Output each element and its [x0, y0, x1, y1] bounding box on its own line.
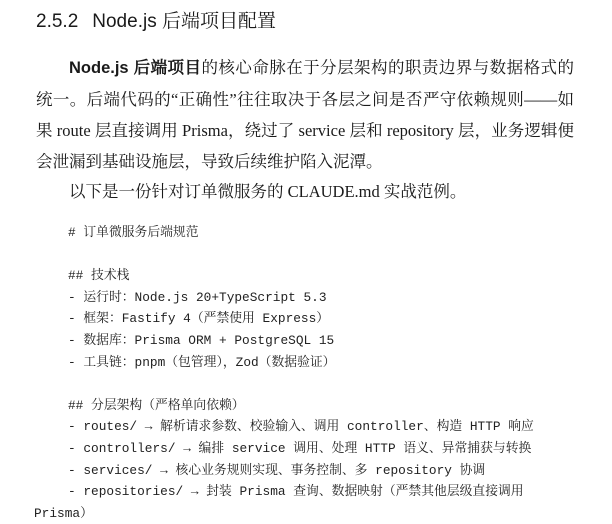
section-heading — [36, 8, 276, 36]
example-intro-paragraph: 以下是一份针对订单微服务的 CLAUDE.md 实战范例。 — [69, 182, 467, 201]
code-line: - services/ → 核心业务规则实现、事务控制、多 repository 协调 — [68, 462, 486, 478]
code-line: - 框架：Fastify 4（严禁使用 Express） — [68, 311, 330, 327]
code-line: ## 技术栈 — [68, 268, 130, 284]
code-line: - 数据库：Prisma ORM + PostgreSQL 15 — [68, 332, 335, 348]
code-line — [34, 373, 574, 395]
code-line: - controllers/ → 编排 service 调用、处理 HTTP 语义、异常捕获与转换 — [68, 440, 532, 456]
intro-bold-term: Node.js 后端项目 — [69, 59, 202, 77]
code-block — [34, 222, 574, 524]
code-line: - routes/ → 解析请求参数、校验输入、调用 controller、构造 HTTP 响应 — [68, 419, 534, 435]
code-line: ## 分层架构（严格单向依赖） — [68, 397, 245, 413]
code-line: Prisma） — [34, 505, 93, 521]
code-line — [34, 244, 574, 266]
intro-paragraph — [36, 52, 574, 177]
intro-text: 的核心命脉在于分层架构的职责边界与数据格式的统一。后端代码的“正确性”往往取决于各层之间是否严守依赖规则——如果 route 层直接调用 Prisma，绕过了 service 层和 repository 层，业务逻辑便会泄漏到基础设施层，导致后续维护陷入泥潭。 — [36, 58, 574, 171]
code-line: - 运行时：Node.js 20+TypeScript 5.3 — [68, 289, 327, 305]
code-line: - 工具链：pnpm（包管理），Zod（数据验证） — [68, 354, 336, 370]
section-title: Node.js 后端项目配置 — [92, 11, 276, 32]
code-line: # 订单微服务后端规范 — [68, 225, 199, 240]
code-line: - repositories/ → 封装 Prisma 查询、数据映射（严禁其他层级直接调用 — [68, 484, 524, 500]
section-number: 2.5.2 — [36, 11, 79, 32]
